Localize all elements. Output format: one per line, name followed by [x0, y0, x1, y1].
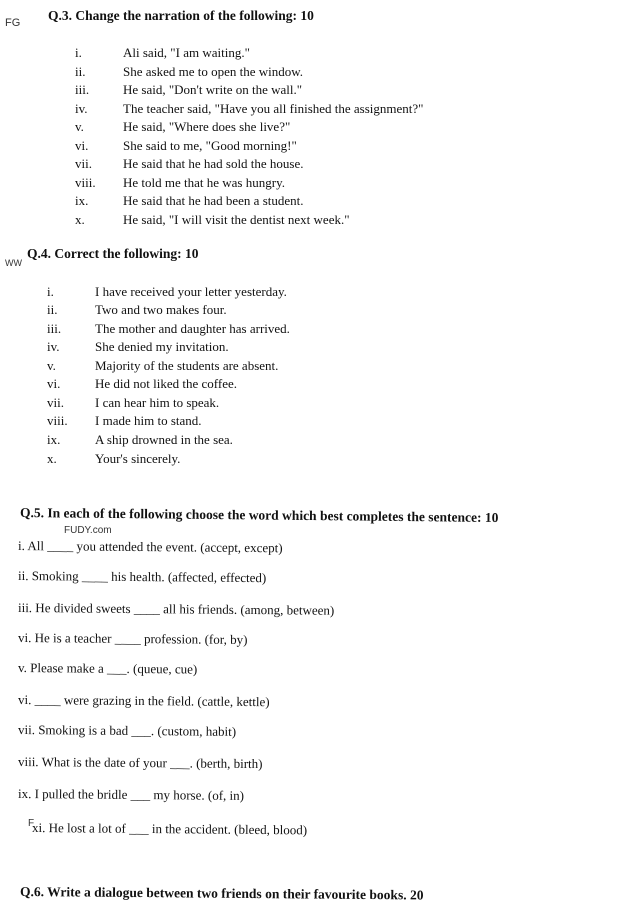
item-numeral: i.: [47, 284, 54, 299]
list-item: i. All ____ you attended the event. (accept, except): [17, 538, 283, 556]
list-item: vi. He is a teacher ____ profession. (for, by): [17, 630, 248, 648]
list-item: He said, "Where does she live?": [123, 119, 291, 134]
list-item: He said, "Don't write on the wall.": [123, 82, 303, 97]
list-item: Two and two makes four.: [95, 302, 227, 317]
q6-heading: Q.6. Write a dialogue between two friends on their favourite books. 20: [19, 884, 424, 903]
list-item: A ship drowned in the sea.: [95, 432, 233, 447]
list-item: I made him to stand.: [95, 413, 202, 428]
list-item: Ali said, "I am waiting.": [123, 45, 250, 60]
list-item: She said to me, "Good morning!": [123, 138, 297, 153]
list-item: iii. He divided sweets ____ all his friends. (among, between): [17, 600, 335, 618]
list-item: He told me that he was hungry.: [123, 175, 285, 190]
q4-heading: Q.4. Correct the following: 10: [27, 246, 199, 261]
list-item: ix. I pulled the bridle ___ my horse. (of, in): [17, 786, 245, 803]
item-numeral: viii.: [75, 175, 96, 190]
item-numeral: vii.: [75, 156, 92, 171]
item-numeral: iv.: [47, 339, 60, 354]
item-numeral: v.: [47, 358, 56, 373]
list-item: The teacher said, "Have you all finished the assignment?": [123, 101, 424, 116]
item-numeral: iii.: [75, 82, 90, 97]
item-numeral: x.: [47, 451, 57, 466]
list-item: He did not liked the coffee.: [95, 376, 237, 391]
list-item: ii. Smoking ____ his health. (affected, effected): [17, 568, 267, 586]
watermark: FG: [5, 17, 21, 29]
list-item: He said that he had sold the house.: [123, 156, 304, 171]
list-item: xi. He lost a lot of ___ in the accident. (bleed, blood): [31, 820, 308, 838]
list-item: I can hear him to speak.: [95, 395, 220, 410]
watermark: F: [28, 818, 35, 829]
q5-heading: Q.5. In each of the following choose the word which best completes the sentence: 10: [19, 505, 499, 526]
list-item: He said, "I will visit the dentist next week.": [123, 212, 350, 227]
list-item: She asked me to open the window.: [123, 64, 304, 79]
item-numeral: ii.: [75, 64, 86, 79]
item-numeral: viii.: [47, 413, 68, 428]
item-numeral: vii.: [47, 395, 64, 410]
item-numeral: x.: [75, 212, 85, 227]
q3-heading: Q.3. Change the narration of the following: 10: [48, 8, 314, 23]
item-numeral: vi.: [47, 376, 61, 391]
list-item: I have received your letter yesterday.: [95, 284, 287, 299]
item-numeral: vi.: [75, 138, 89, 153]
list-item: She denied my invitation.: [95, 339, 229, 354]
list-item: viii. What is the date of your ___. (berth, birth): [17, 754, 263, 772]
item-numeral: ii.: [47, 302, 58, 317]
watermark: WW: [5, 258, 22, 268]
list-item: He said that he had been a student.: [123, 193, 304, 208]
list-item: v. Please make a ___. (queue, cue): [17, 660, 198, 677]
watermark: FUDY.com: [64, 525, 112, 536]
list-item: Majority of the students are absent.: [95, 358, 279, 373]
list-item: The mother and daughter has arrived.: [95, 321, 290, 336]
item-numeral: i.: [75, 45, 82, 60]
list-item: vii. Smoking is a bad ___. (custom, habit): [17, 722, 237, 739]
item-numeral: ix.: [75, 193, 89, 208]
item-numeral: iv.: [75, 101, 88, 116]
list-item: vi. ____ were grazing in the field. (cattle, kettle): [17, 692, 270, 710]
list-item: Your's sincerely.: [95, 451, 181, 466]
item-numeral: ix.: [47, 432, 61, 447]
item-numeral: iii.: [47, 321, 62, 336]
item-numeral: v.: [75, 119, 84, 134]
